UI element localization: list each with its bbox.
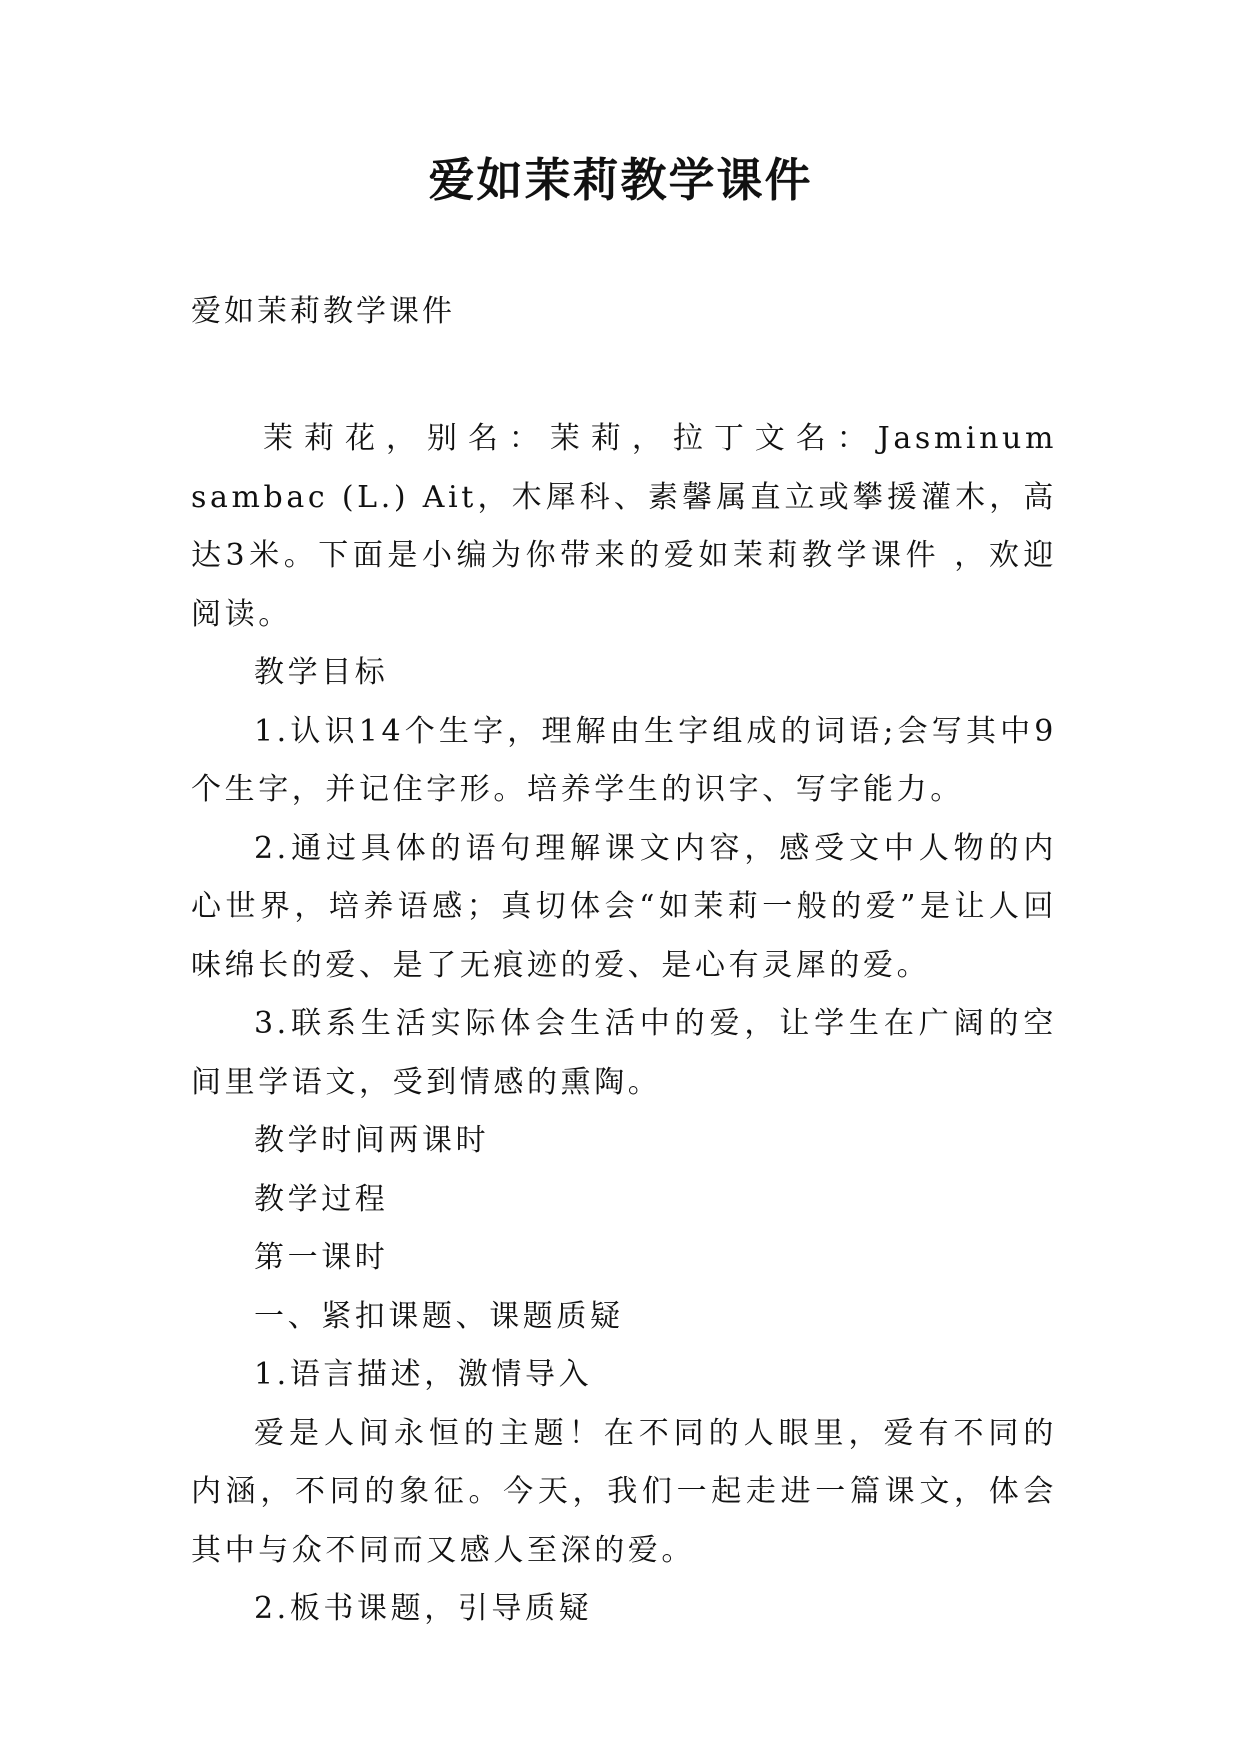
paragraph-love-theme: 爱是人间永恒的主题！在不同的人眼里，爱有不同的内涵，不同的象征。今天，我们一起走进一篇课文，体会其中与众不同而又感人至深的爱。 <box>191 1415 1057 1568</box>
heading-first-lesson: 第一课时 <box>254 1240 389 1275</box>
heading-section-1: 一、紧扣课题、课题质疑 <box>254 1298 624 1334</box>
paragraph-goal-3: 3.联系生活实际体会生活中的爱，让学生在广阔的空间里学语文，受到情感的熏陶。 <box>191 1006 1057 1100</box>
paragraph-teaching-time: 教学时间两课时 <box>254 1123 490 1158</box>
heading-teaching-goals: 教学目标 <box>254 655 389 690</box>
heading-teaching-process: 教学过程 <box>254 1181 389 1217</box>
paragraph-goal-2: 2.通过具体的语句理解课文内容，感受文中人物的内心世界，培养语感；真切体会“如茉莉一般的爱”是让人回味绵长的爱、是了无痕迹的爱、是心有灵犀的爱。 <box>191 830 1057 983</box>
document-title: 爱如茉莉教学课件 <box>428 153 813 207</box>
paragraph-intro: 茉莉花，别名：茉莉，拉丁文名：Jasminum sambac (L.) Ait，木犀科、素馨属直立或攀援灌木，高达3米。下面是小编为你带来的爱如茉莉教学课件 ，欢迎阅读。 <box>191 421 1057 632</box>
document-body <box>191 410 1057 1639</box>
document-subtitle: 爱如茉莉教学课件 <box>191 294 455 329</box>
paragraph-goal-1: 1.认识14个生字，理解由生字组成的词语;会写其中9个生字，并记住字形。培养学生的识字、写字能力。 <box>191 713 1057 807</box>
paragraph-step-1: 1.语言描述，激情导入 <box>254 1357 593 1392</box>
paragraph-step-2: 2.板书课题，引导质疑 <box>254 1591 593 1626</box>
